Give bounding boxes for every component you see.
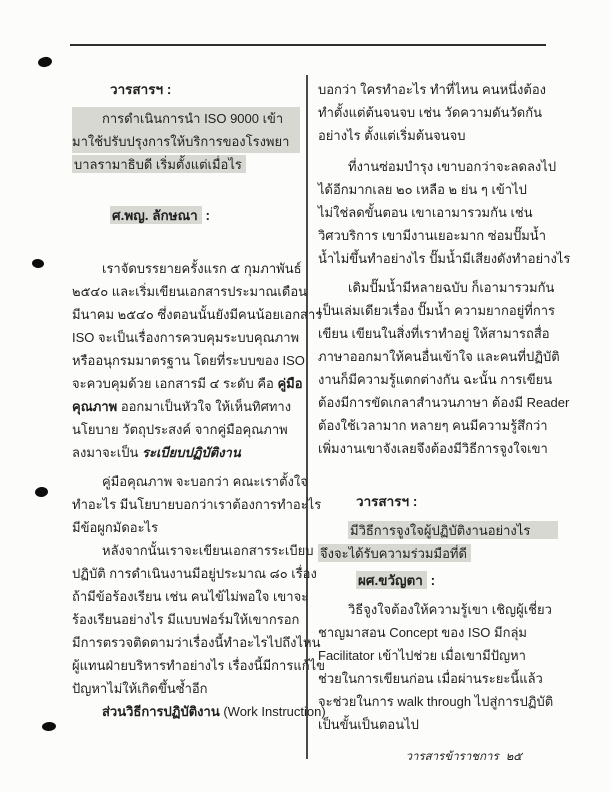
text-segment: (Work Instruction) — [219, 704, 326, 719]
text-segment: จะควบคุมด้วย เอกสารมี ๔ ระดับ คือ — [72, 376, 278, 391]
text-segment: : — [426, 573, 436, 588]
top-horizontal-rule — [70, 44, 546, 46]
text-segment: อย่างไร ตั้งแต่เริ่มต้นจนจบ — [318, 128, 466, 143]
text-segment: มาใช้ปรับปรุงการให้บริการของโรงพยา — [72, 134, 290, 149]
text-line — [72, 700, 326, 723]
text-line — [72, 516, 300, 539]
margin-ink-dot — [37, 56, 53, 68]
highlighted-text: ศ.พญ. ลักษณา — [110, 206, 202, 224]
footer-journal-name: วารสารข้าราชการ — [405, 751, 499, 763]
text-line — [318, 644, 548, 667]
text-segment: ภาษาออกมาให้คนอื่นเข้าใจ และคนที่ปฏิบัติ — [318, 349, 560, 364]
text-segment: เป็นขั้นเป็นตอนไป — [318, 717, 419, 732]
highlighted-text: ผศ.ขวัญตา — [356, 571, 427, 589]
column-right — [318, 78, 571, 736]
text-line — [72, 441, 300, 464]
text-line — [318, 322, 548, 345]
text-segment: ร้องเรียนอย่างไร มีแบบฟอร์มให้เขากรอก — [72, 612, 300, 627]
page-footer — [406, 748, 522, 766]
text-segment: วิธีจูงใจต้องให้ความรู้เขา เชิญผู้เชี่ยว — [348, 602, 552, 617]
text-line — [72, 303, 323, 326]
column-left — [72, 78, 326, 723]
text-segment: ได้อีกมากเลย ๒๐ เหลือ ๒ ย่น ๆ เข้าไป — [318, 182, 527, 197]
text-segment: ต้องมีการขัดเกลาสำนวนภาษา ต้องมี Reader — [318, 395, 570, 410]
text-line — [318, 178, 548, 201]
text-line — [72, 631, 321, 654]
text-line — [318, 690, 554, 713]
text-line — [318, 124, 548, 147]
text-line — [72, 349, 305, 372]
margin-ink-dot — [35, 486, 49, 497]
para — [72, 539, 326, 700]
text-line — [318, 155, 557, 178]
text-segment: งานก็มีความรู้แตกต่างกัน ฉะนั้น การเขียน — [318, 372, 553, 387]
text-line — [318, 414, 548, 437]
text-segment: เขียน เขียนในสิ่งที่เราทำอยู่ ให้สามารถสื่อ — [318, 326, 550, 341]
text-line — [318, 621, 548, 644]
text-line — [318, 391, 570, 414]
text-segment: ที่งานซ่อมบำรุง เขาบอกว่าจะลดลงไป — [348, 159, 557, 174]
para — [72, 470, 322, 539]
interviewer-heading — [72, 78, 300, 101]
text-line — [318, 667, 548, 690]
column-divider-rule — [306, 75, 308, 759]
text-segment: เดิมปั๊มน้ำมีหลายฉบับ ก็เอามารวมกัน — [348, 280, 555, 295]
text-segment: การดำเนินการนำ ISO 9000 เข้า — [102, 111, 284, 126]
footer-page-number: ๒๕ — [505, 751, 522, 763]
text-segment: ปฏิบัติ การดำเนินงานมีอยู่ประมาณ ๘๐ เรื่อง — [72, 566, 317, 581]
text-line — [318, 101, 548, 124]
interviewer-heading — [318, 490, 548, 513]
text-segment: ปัญหาไม่ให้เกิดขึ้นซ้ำอีก — [72, 681, 208, 696]
text-line — [72, 418, 300, 441]
text-segment: : — [201, 208, 210, 223]
highlighted-text-line — [72, 130, 300, 153]
text-line — [318, 224, 548, 247]
para — [318, 276, 570, 460]
text-line — [318, 201, 548, 224]
text-segment: เป็นเล่มเดียวเรื่อง ปั๊มน้ำ ความยากอยู่ที่การ — [318, 303, 555, 318]
text-segment: ช่วยในการเขียนก่อน เมื่อผ่านระยะนี้แล้ว — [318, 671, 543, 686]
text-segment: ทำอะไร มีนโยบายบอกว่าเราต้องการทำอะไร — [72, 497, 322, 512]
text-segment: ทำตั้งแต่ต้นจนจบ เช่น วัดความดันวัดกัน — [318, 105, 542, 120]
text-segment: คู่มือ — [277, 376, 303, 391]
text-segment: คุณภาพ — [72, 399, 118, 414]
text-line — [72, 608, 300, 631]
para — [72, 257, 323, 464]
text-line — [318, 713, 548, 736]
text-line — [72, 470, 308, 493]
highlighted-text: จึงจะได้รับความร่วมมือที่ดี — [318, 544, 471, 562]
text-segment: วิศวบริการ เขามีงานเยอะมาก ซ่อมปั๊มน้ำ — [318, 228, 546, 243]
text-line — [72, 654, 326, 677]
text-segment: เพิ่มงานเขาจังเลยจึงต้องมีวิธีการจูงใจเขา — [318, 441, 548, 456]
highlighted-text-line — [318, 569, 548, 592]
text-segment: ๒๕๔๐ และเริ่มเขียนเอกสารประมาณเดือน — [72, 284, 308, 299]
text-segment: มีข้อผูกมัดอะไร — [72, 520, 159, 535]
text-line — [72, 326, 300, 349]
text-line — [72, 493, 322, 516]
text-line — [318, 598, 552, 621]
text-line — [318, 490, 548, 513]
highlighted-text-line — [318, 519, 548, 542]
interviewee-heading — [72, 204, 300, 227]
text-segment: มีนาคม ๒๕๔๐ ซึ่งตอนนั้นยังมีคนน้อยเอกสาร — [72, 307, 323, 322]
text-segment: ระเบียบปฏิบัติงาน — [141, 445, 241, 460]
para — [318, 78, 548, 147]
para — [318, 598, 554, 736]
text-line — [318, 368, 553, 391]
text-line — [72, 677, 300, 700]
interviewee-heading — [318, 569, 548, 592]
text-segment: จะช่วยในการ walk through ไปสู่การปฏิบัติ — [318, 694, 554, 709]
highlighted-text-line — [72, 153, 300, 176]
text-segment: นโยบาย วัตถุประสงค์ จากคู่มือคุณภาพ — [72, 422, 288, 437]
highlighted-text-line — [318, 542, 548, 565]
text-segment: ส่วนวิธีการปฏิบัติงาน — [102, 704, 220, 719]
text-segment: ลงมาจะเป็น — [72, 445, 142, 460]
text-segment: หรืออนุกรมมาตรฐาน โดยที่ระบบของ ISO — [72, 353, 305, 368]
text-segment: ผู้แทนฝ่ายบริหารทำอย่างไร เรื่องนี้มีการแก้ไข — [72, 658, 326, 673]
text-segment: คู่มือคุณภาพ จะบอกว่า คณะเราตั้งใจ — [102, 474, 308, 489]
para — [318, 155, 571, 270]
text-segment: ต้องใช้เวลามาก หลายๆ คนมีความรู้สึกว่า — [318, 418, 548, 433]
text-line — [318, 299, 555, 322]
text-line — [318, 276, 555, 299]
question — [72, 107, 300, 176]
margin-ink-dot — [32, 258, 45, 268]
text-line — [318, 345, 560, 368]
highlighted-text: บาลรามาธิบดี เริ่มตั้งแต่เมื่อไร — [72, 155, 246, 173]
text-segment: Facilitator เข้าไปช่วย เมื่อเขามีปัญหา — [318, 648, 526, 663]
text-segment: หลังจากนั้นเราจะเขียนเอกสารระเบียบ — [102, 543, 314, 558]
text-line — [72, 585, 309, 608]
text-segment: วารสารฯ : — [356, 494, 418, 509]
highlighted-text: มีวิธีการจูงใจผู้ปฏิบัติงานอย่างไร — [348, 521, 558, 539]
para — [72, 700, 326, 723]
text-line — [318, 437, 548, 460]
text-line — [72, 257, 300, 280]
text-segment: ออกมาเป็นหัวใจ ให้เห็นทิศทาง — [117, 399, 292, 414]
text-segment: ถ้ามีข้อร้องเรียน เช่น คนไข้ไม่พอใจ เขาจะ — [72, 589, 309, 604]
margin-ink-dot — [42, 722, 57, 732]
text-line — [72, 539, 314, 562]
text-segment: มีการตรวจติดตามว่าเรื่องนี้ทำอะไรไปถึงไหน — [72, 635, 321, 650]
text-line — [72, 562, 317, 585]
question — [318, 519, 548, 565]
text-line — [72, 78, 300, 101]
text-line — [318, 78, 548, 101]
text-line — [72, 372, 303, 395]
text-segment: วารสารฯ : — [110, 82, 172, 97]
text-segment: เราจัดบรรยายครั้งแรก ๕ กุมภาพันธ์ — [102, 261, 302, 276]
text-segment: น้ำไม่ขึ้นทำอย่างไร ปั๊มน้ำมีเสียงดังทำอย่างไร — [318, 251, 571, 266]
text-line — [318, 247, 571, 270]
highlighted-text-line — [72, 107, 300, 130]
text-segment: ไม่ใช่ลดขั้นตอน เขาเอามารวมกัน เช่น — [318, 205, 533, 220]
text-line — [72, 280, 308, 303]
text-segment: ISO จะเป็นเรื่องการควบคุมระบบคุณภาพ — [72, 330, 300, 345]
highlighted-text-line — [72, 204, 300, 227]
text-segment: บอกว่า ใครทำอะไร ทำที่ไหน คนหนึ่งต้อง — [318, 82, 546, 97]
text-line — [72, 395, 300, 418]
text-segment: ชาญมาสอน Concept ของ ISO มีกลุ่ม — [318, 625, 527, 640]
